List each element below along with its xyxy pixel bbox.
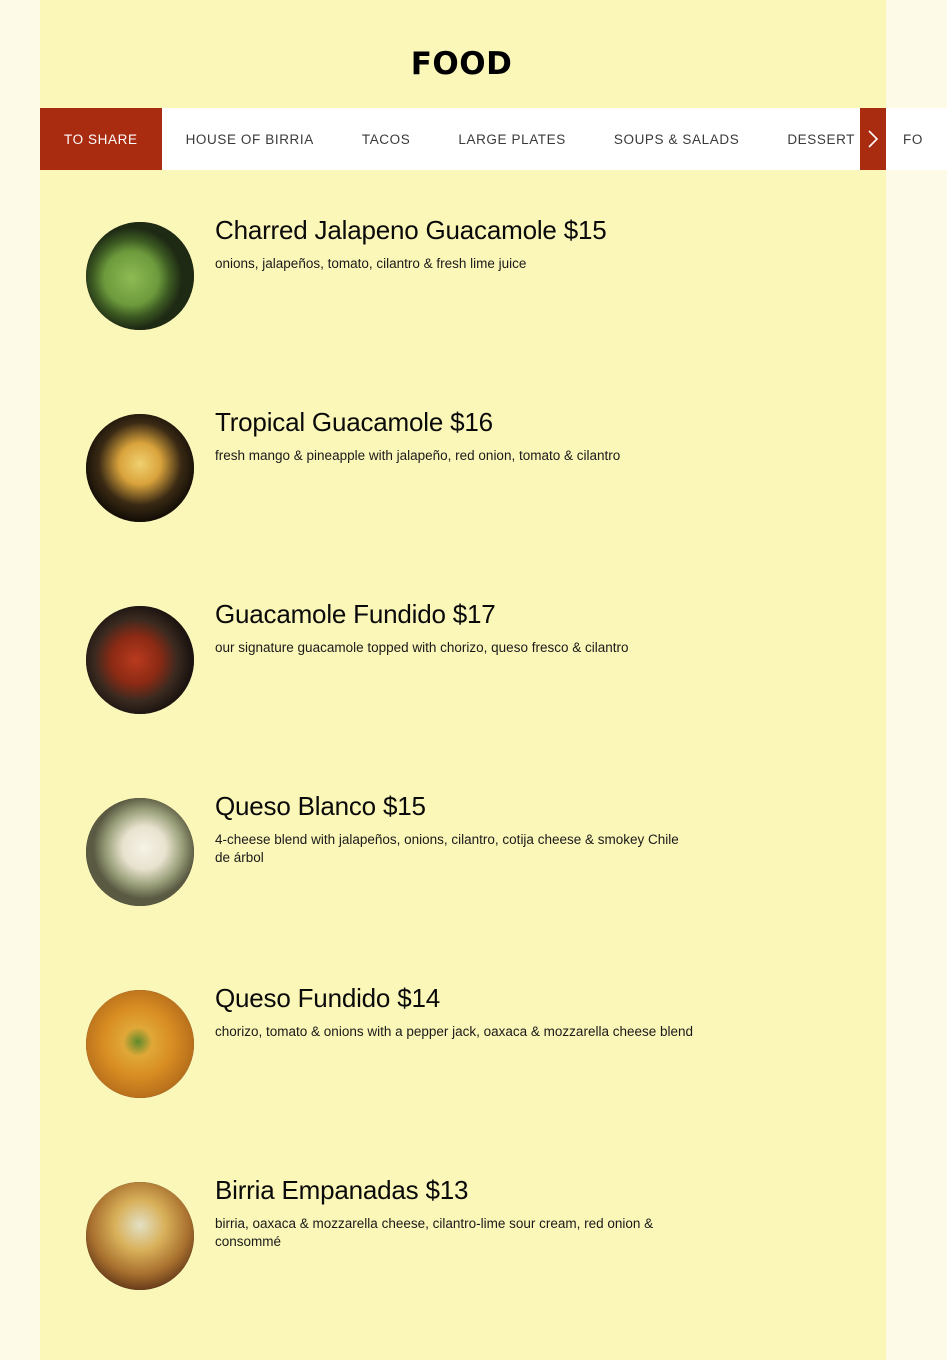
menu-item-description: fresh mango & pineapple with jalapeño, red onion, tomato & cilantro [215,447,621,463]
menu-item-name: Charred Jalapeno Guacamole $15 [215,215,607,245]
tab-soups-salads[interactable]: SOUPS & SALADS [590,108,763,170]
category-tabbar [40,108,923,170]
tropical-guacamole-photo [86,414,194,522]
tab-large-plates[interactable]: LARGE PLATES [434,108,590,170]
chevron-right-icon[interactable] [860,108,886,170]
tab-house-of-birria[interactable]: HOUSE OF BIRRIA [162,108,338,170]
menu-item-description: birria, oaxaca & mozzarella cheese, cilantro-lime sour cream, red onion & consommé [215,1215,654,1249]
tab-tacos[interactable]: TACOS [338,108,435,170]
menu-item-name: Queso Blanco $15 [215,791,426,821]
menu-item-name: Guacamole Fundido $17 [215,599,496,629]
tab-to-share[interactable]: TO SHARE [40,108,162,170]
menu-item-name: Birria Empanadas $13 [215,1175,469,1205]
menu-item-text [194,784,685,867]
birria-empanadas-photo [86,1182,194,1290]
page-title: FOOD [410,46,513,82]
menu-item-description: our signature guacamole topped with chorizo, queso fresco & cilantro [215,639,629,655]
menu-item-text [194,400,620,465]
guacamole-fundido-photo [86,606,194,714]
menu-item-text [194,592,628,657]
menu-item[interactable] [0,592,923,784]
menu-item-name: Queso Fundido $14 [215,983,440,1013]
menu-item[interactable] [0,208,923,400]
menu-item[interactable] [0,1168,923,1360]
charred-jalapeno-guacamole-photo [86,222,194,330]
menu-item-description: onions, jalapeños, tomato, cilantro & fresh lime juice [215,255,527,271]
menu-item[interactable] [0,400,923,592]
menu-item[interactable] [0,976,923,1168]
menu-item-text [194,976,693,1041]
menu-item-list [0,170,923,1360]
menu-item-name: Tropical Guacamole $16 [215,407,493,437]
menu-item[interactable] [0,784,923,976]
tab-food-partial[interactable]: FO [879,108,947,170]
queso-blanco-photo [86,798,194,906]
menu-item-text [194,208,606,273]
tab-dessert[interactable]: DESSERT [763,108,879,170]
menu-item-description: chorizo, tomato & onions with a pepper jack, oaxaca & mozzarella cheese blend [215,1023,694,1039]
tab-list[interactable] [40,108,923,170]
queso-fundido-photo [86,990,194,1098]
menu-item-text [194,1168,690,1251]
menu-item-description: 4-cheese blend with jalapeños, onions, cilantro, cotija cheese & smokey Chile de árbol [215,831,679,865]
